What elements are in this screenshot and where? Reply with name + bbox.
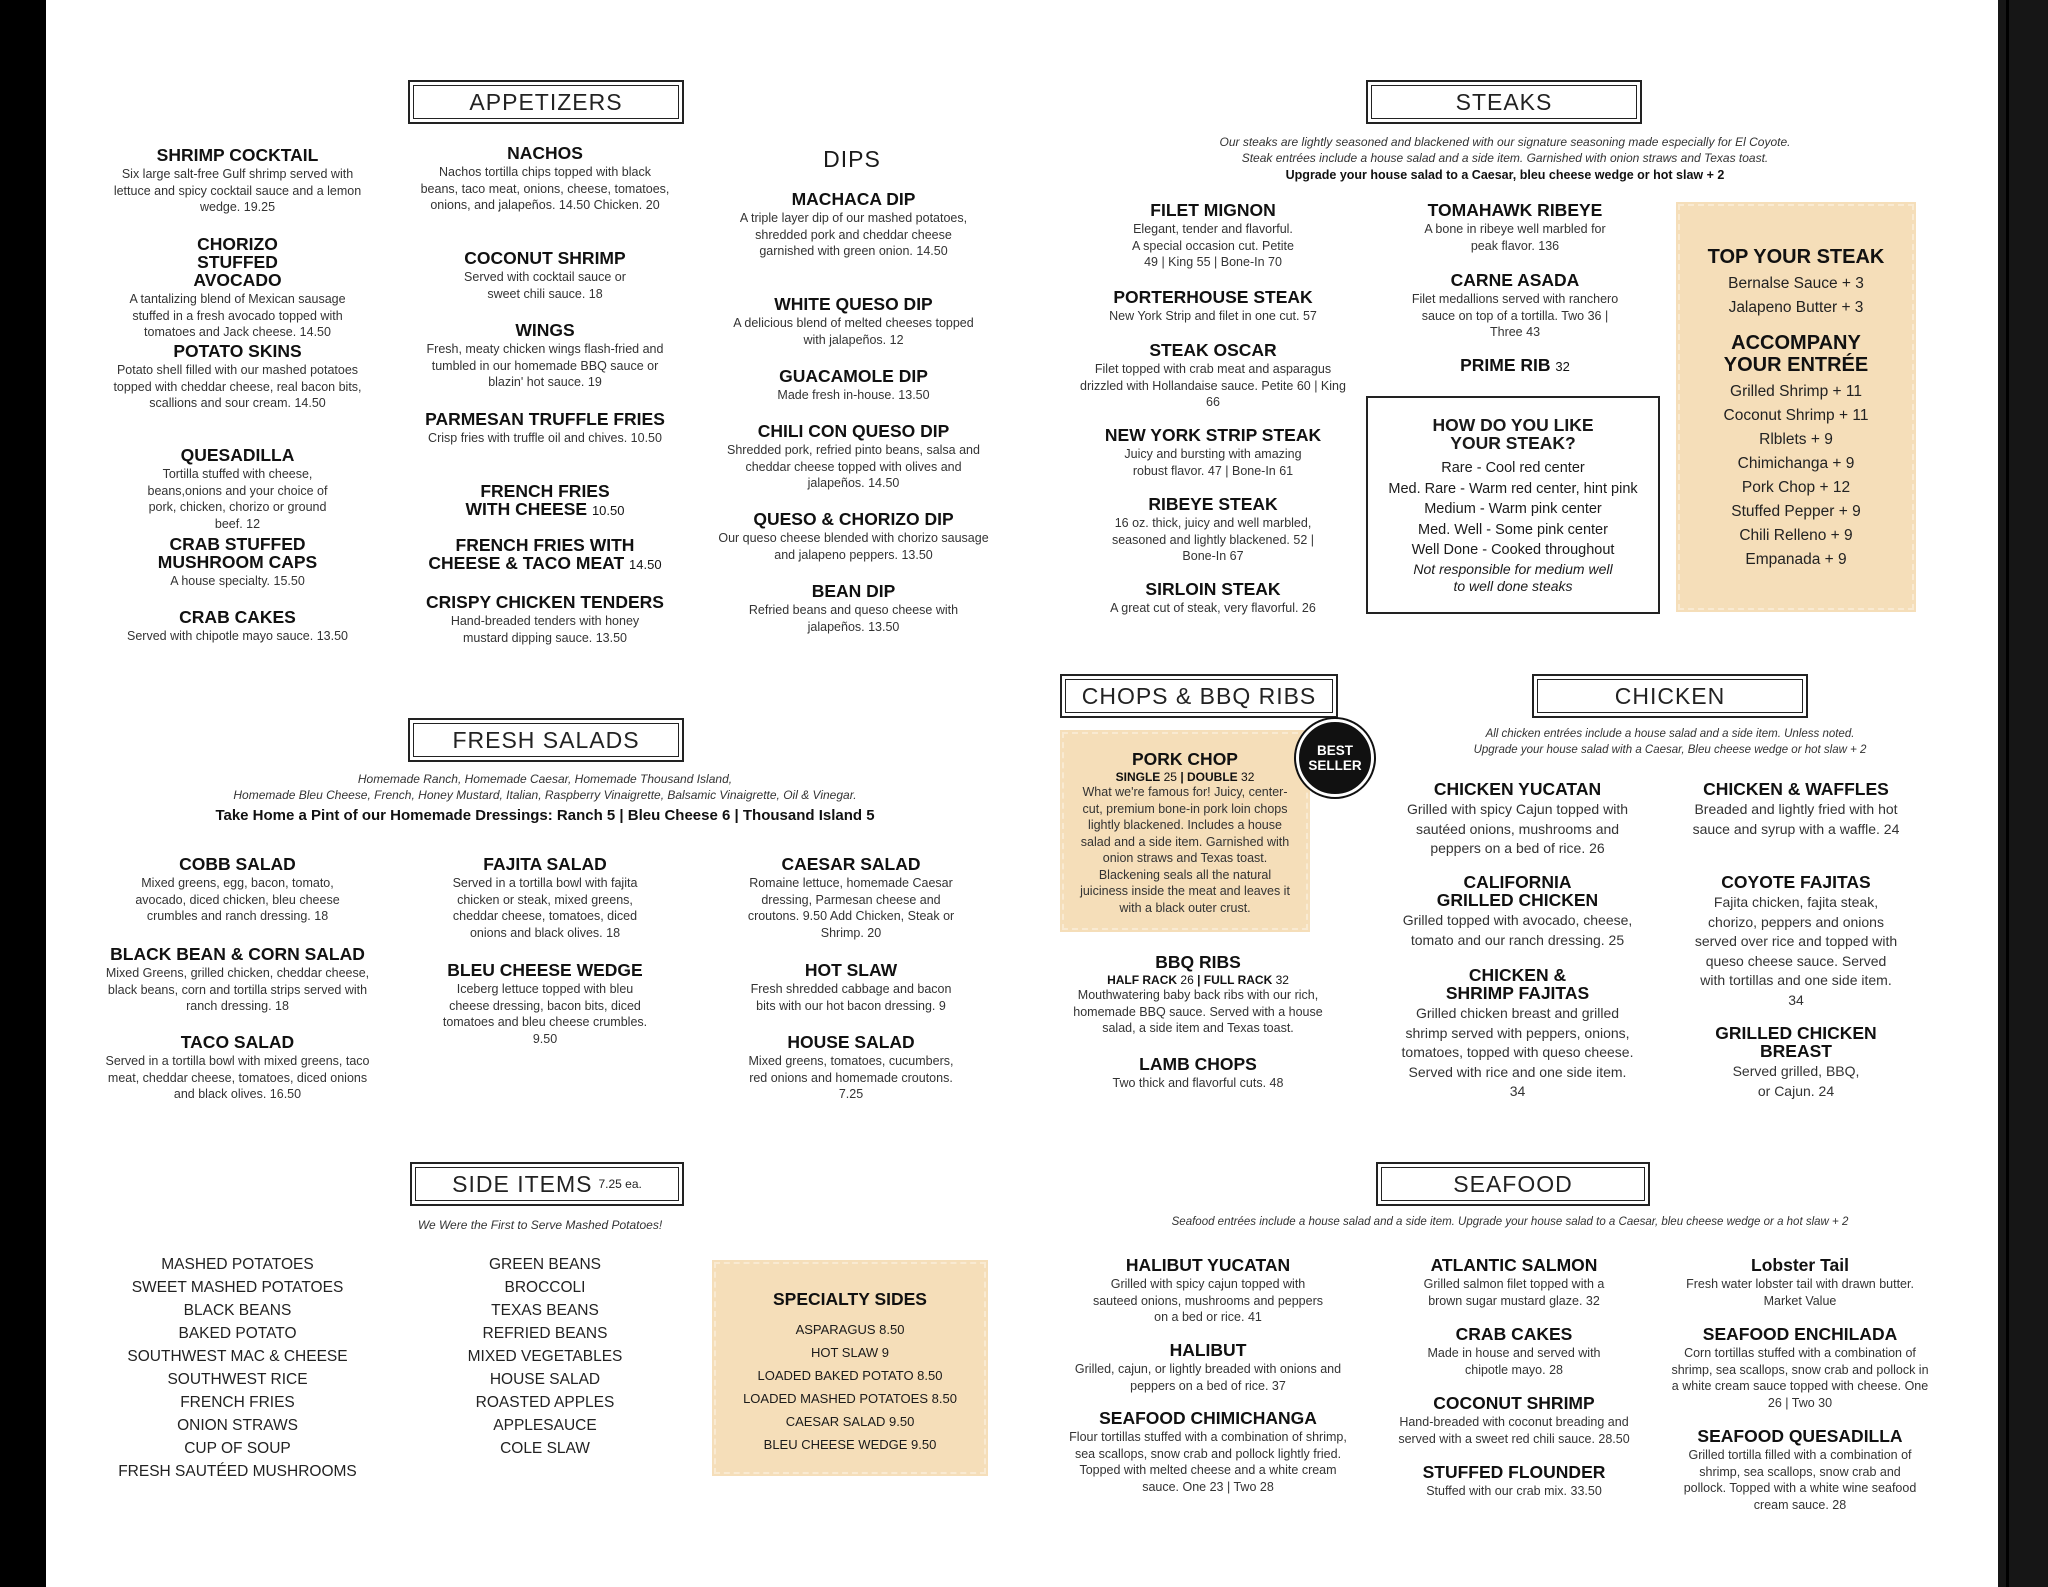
specialty-sides-title: SPECIALTY SIDES [773, 1289, 927, 1309]
chicken-header [1532, 674, 1808, 718]
item-name: COCONUT SHRIMP [464, 248, 626, 268]
item-desc: Breaded and lightly fried with hot sauce and syrup with a waffle. 24 [1692, 801, 1900, 837]
item-name: STUFFED FLOUNDER [1422, 1462, 1606, 1482]
menu-item [726, 961, 976, 1014]
item-desc: Flour tortillas stuffed with a combination of shrimp, sea scallops, snow crab and pollock lightly fried. Topped with melted cheese and a white cream sauce. One 23 | Two 28 [1069, 1430, 1347, 1494]
menu-item [1064, 750, 1306, 916]
item-desc: Filet medallions served with ranchero sauce on top of a tortilla. Two 36 | Three 43 [1411, 292, 1619, 339]
item-name: CRISPY CHICKEN TENDERS [426, 592, 664, 612]
item-name-text: FRENCH FRIES WITH CHEESE & TACO MEAT [428, 535, 635, 573]
item-name-text: FRENCH FRIES WITH CHEESE [465, 481, 610, 519]
size-label: FULL RACK [1203, 973, 1273, 987]
menu-item [420, 482, 670, 520]
item-desc: Romaine lettuce, homemade Caesar dressing, Parmesan cheese and croutons. 9.50 Add Chicken, Steak or Shrimp. 20 [747, 876, 955, 940]
item-name: CHICKEN YUCATAN [1433, 779, 1602, 799]
menu-item [100, 608, 375, 645]
item-price: 14.50 [629, 557, 662, 572]
note-line: Upgrade your house salad with a Caesar, Bleu cheese wedge or hot slaw + 2 [1473, 744, 1867, 756]
accompany-title: ACCOMPANY YOUR ENTRÉE [1723, 332, 1869, 376]
steaks-header [1366, 80, 1642, 124]
menu-item [1668, 1427, 1932, 1513]
top-your-steak-box [1678, 204, 1914, 610]
item-desc: What we're famous for! Juicy, center-cut, premium bone-in pork loin chops lightly blackened. Includes a house salad and a side item. Garnished with onion straws and Texas toast. Blackening seals all the natural juiciness inside the meat and leaves it with a black outer crust. [1080, 785, 1290, 915]
item-desc: Served with cocktail sauce or sweet chili sauce. 18 [464, 270, 626, 301]
item-desc: Grilled topped with avocado, cheese, tomato and our ranch dressing. 25 [1402, 912, 1633, 948]
item-name: RIBEYE STEAK [1148, 494, 1278, 514]
item-name: SEAFOOD CHIMICHANGA [1099, 1408, 1317, 1428]
item-desc: New York Strip and filet in one cut. 57 [1109, 309, 1317, 323]
accompany-item: Pork Chop + 12 [1741, 479, 1851, 496]
menu-item [1078, 341, 1348, 411]
menu-item [420, 961, 670, 1047]
item-name: CHICKEN & WAFFLES [1703, 779, 1889, 799]
menu-item [726, 422, 981, 492]
menu-item [1078, 201, 1348, 271]
item-desc: Tortilla stuffed with cheese, beans,onions and your choice of pork, chicken, chorizo or ground beef. 12 [147, 467, 328, 531]
item-desc: Mixed greens, tomatoes, cucumbers, red onions and homemade croutons. 7.25 [748, 1054, 954, 1101]
item-name: PORTERHOUSE STEAK [1113, 287, 1313, 307]
size-price: 32 [1275, 973, 1289, 987]
item-desc: A tantalizing blend of Mexican sausage stuffed in a fresh avocado topped with tomatoes and Jack cheese. 14.50 [129, 292, 346, 339]
item-desc: Iceberg lettuce topped with bleu cheese dressing, bacon bits, diced tomatoes and bleu cheese crumbles. 9.50 [442, 982, 648, 1046]
badge-line: BEST [1316, 743, 1353, 758]
dressings-note: Take Home a Pint of our Homemade Dressings: Ranch 5 | Bleu Cheese 6 | Thousand Island 5 [215, 807, 875, 824]
menu-item [1058, 953, 1338, 1037]
menu-item [100, 945, 375, 1015]
seafood-note: Seafood entrées include a house salad and a side item. Upgrade your house salad to a Caesar, bleu cheese wedge or a hot slaw + 2 [1171, 1216, 1849, 1228]
menu-item [420, 855, 670, 941]
item-name-text: PRIME RIB [1460, 355, 1551, 375]
item-sizes: SINGLE 25 | DOUBLE 32 [1115, 770, 1255, 784]
menu-item [1078, 495, 1348, 565]
accompany-item: Chili Relleno + 9 [1739, 527, 1853, 544]
menu-item [726, 190, 981, 260]
menu-item [726, 1033, 976, 1103]
item-desc: Mouthwatering baby back ribs with our rich, homemade BBQ sauce. Served with a house salad, a side item and Texas toast. [1073, 988, 1323, 1035]
item-desc: Mixed greens, egg, bacon, tomato, avocado, diced chicken, bleu cheese crumbles and ranch dressing. 18 [135, 876, 340, 923]
accompany-item: Coconut Shrimp + 11 [1723, 407, 1869, 424]
item-desc: Nachos tortilla chips topped with black beans, taco meat, onions, cheese, tomatoes, onions, and jalapeños. 14.50 Chicken. 20 [420, 165, 670, 212]
menu-item [420, 536, 670, 574]
item-name: SIRLOIN STEAK [1145, 579, 1281, 599]
item-name: FILET MIGNON [1150, 200, 1276, 220]
item-name: COBB SALAD [179, 854, 296, 874]
menu-item [110, 535, 365, 590]
salads-note [100, 771, 990, 803]
size-price: 32 [1241, 770, 1255, 784]
item-name: WINGS [515, 320, 575, 340]
menu-item [1380, 966, 1655, 1102]
item-desc: Shredded pork, refried pinto beans, salsa and cheddar cheese topped with olives and jalapeños. 14.50 [727, 443, 980, 490]
item-name: Lobster Tail [1751, 1255, 1849, 1275]
item-name: HALIBUT [1169, 1340, 1247, 1360]
side-item: CUP OF SOUP [184, 1440, 291, 1457]
sides-list [100, 1253, 375, 1483]
salads-title: FRESH SALADS [452, 726, 640, 753]
top-steak-list [1680, 272, 1912, 320]
menu-item [110, 342, 365, 412]
steak-doneness-box [1366, 396, 1660, 614]
item-name: CRAB CAKES [179, 607, 296, 627]
side-item: MIXED VEGETABLES [467, 1348, 623, 1365]
badge-line: SELLER [1308, 758, 1362, 773]
chops-header [1060, 674, 1338, 718]
item-desc: Refried beans and queso cheese with jalapeños. 13.50 [748, 603, 959, 634]
item-name: STEAK OSCAR [1149, 340, 1277, 360]
menu-item [1068, 1409, 1348, 1495]
specialty-side-item: CAESAR SALAD 9.50 [785, 1414, 915, 1429]
side-item: BROCCOLI [504, 1279, 586, 1296]
salads-header [408, 718, 684, 762]
menu-item [420, 249, 670, 302]
side-item: MASHED POTATOES [161, 1256, 314, 1273]
doneness-line: Med. Well - Some pink center [1418, 521, 1608, 538]
side-item: SOUTHWEST MAC & CHEESE [127, 1348, 348, 1365]
chicken-title: CHICKEN [1614, 682, 1726, 709]
item-desc: Corn tortillas stuffed with a combination of shrimp, sea scallops, snow crab and pollock in a white cream sauce topped with cheese. One 26 | Two 30 [1671, 1346, 1929, 1410]
item-name: COYOTE FAJITAS [1721, 872, 1871, 892]
frame-border [1998, 0, 2048, 1587]
size-price: 26 [1180, 973, 1194, 987]
side-item: TEXAS BEANS [491, 1302, 599, 1319]
item-desc: Juicy and bursting with amazing robust flavor. 47 | Bone-In 61 [1124, 447, 1302, 478]
item-desc: Fresh shredded cabbage and bacon bits with our hot bacon dressing. 9 [750, 982, 952, 1013]
steaks-upgrade-note: Upgrade your house salad to a Caesar, bleu cheese wedge or hot slaw + 2 [1285, 168, 1725, 182]
size-label: HALF RACK [1107, 973, 1178, 987]
side-item: FRESH SAUTÉED MUSHROOMS [118, 1463, 357, 1480]
menu-item [1382, 1325, 1646, 1378]
size-price: 25 [1163, 770, 1177, 784]
item-name: PARMESAN TRUFFLE FRIES [425, 409, 665, 429]
menu-item [1668, 1325, 1932, 1411]
item-desc: Mixed Greens, grilled chicken, cheddar cheese, black beans, corn and tortilla strips served with ranch dressing. 18 [105, 966, 370, 1013]
item-desc: Made fresh in-house. 13.50 [777, 388, 930, 402]
item-name: BBQ RIBS [1155, 952, 1241, 972]
seafood-header [1376, 1162, 1650, 1206]
item-desc: Hand-breaded tenders with honey mustard dipping sauce. 13.50 [450, 614, 640, 645]
seafood-title: SEAFOOD [1453, 1170, 1573, 1197]
menu-item [1078, 288, 1348, 325]
menu-item [726, 582, 981, 635]
item-name: FAJITA SALAD [483, 854, 607, 874]
item-name [1380, 356, 1650, 376]
sides-note: We Were the First to Serve Mashed Potatoes! [417, 1218, 663, 1232]
note-line: Steak entrées include a house salad and a side item. Garnished with onion straws and Texas toast. [1241, 151, 1769, 165]
sides-list [420, 1253, 670, 1460]
item-name: NEW YORK STRIP STEAK [1104, 425, 1322, 445]
note-line: Our steaks are lightly seasoned and blackened with our signature seasoning made especially for El Coyote. [1219, 135, 1791, 149]
top-steak-title: TOP YOUR STEAK [1707, 246, 1885, 268]
item-desc: Grilled tortilla filled with a combination of shrimp, sea scallops, snow crab and pollock. Topped with a white wine seafood cream sauce. 28 [1683, 1448, 1917, 1512]
side-item: SOUTHWEST RICE [167, 1371, 308, 1388]
specialty-sides-list [716, 1318, 984, 1456]
menu-item [1380, 271, 1650, 341]
side-item: FRENCH FRIES [180, 1394, 295, 1411]
item-desc: Fresh water lobster tail with drawn butter. Market Value [1686, 1277, 1914, 1308]
menu-item [1380, 780, 1655, 859]
side-items-title: SIDE ITEMS [452, 1170, 593, 1197]
item-name: CRAB STUFFED MUSHROOM CAPS [157, 534, 318, 572]
doneness-line: Well Done - Cooked throughout [1411, 542, 1615, 558]
item-desc: 16 oz. thick, juicy and well marbled, seasoned and lightly blackened. 52 | Bone-In 67 [1111, 516, 1314, 563]
item-name: BLACK BEAN & CORN SALAD [110, 944, 365, 964]
item-desc: Grilled with spicy cajun topped with sauteed onions, mushrooms and peppers on a bed or rice. 41 [1092, 1277, 1323, 1324]
item-desc: Filet topped with crab meat and asparagus drizzled with Hollandaise sauce. Petite 60 | King 66 [1080, 362, 1346, 409]
appetizers-header [408, 80, 684, 124]
chops-title: CHOPS & BBQ RIBS [1081, 682, 1317, 709]
item-desc: A great cut of steak, very flavorful. 26 [1110, 601, 1316, 615]
item-desc: Served grilled, BBQ, or Cajun. 24 [1732, 1063, 1860, 1099]
accompany-list [1680, 380, 1912, 572]
item-name: CALIFORNIA GRILLED CHICKEN [1436, 872, 1599, 910]
dips-title: DIPS [823, 146, 881, 172]
top-steak-item: Jalapeno Butter + 3 [1728, 299, 1864, 316]
menu-item [1078, 426, 1348, 479]
menu-item [1058, 1055, 1338, 1092]
item-name: CAESAR SALAD [781, 854, 921, 874]
item-desc: Served in a tortilla bowl with mixed greens, taco meat, cheddar cheese, tomatoes, diced onions and black olives. 16.50 [105, 1054, 370, 1101]
menu-item [110, 446, 365, 532]
item-name: QUESADILLA [180, 445, 295, 465]
menu-item [110, 235, 365, 341]
appetizers-title: APPETIZERS [469, 88, 623, 115]
specialty-side-item: LOADED BAKED POTATO 8.50 [757, 1368, 943, 1383]
menu-item [420, 410, 670, 447]
item-name: BLEU CHEESE WEDGE [447, 960, 643, 980]
menu-item [1676, 1024, 1916, 1101]
menu-item [1676, 873, 1916, 1010]
item-name: SEAFOOD QUESADILLA [1697, 1426, 1903, 1446]
side-items-header [410, 1162, 684, 1206]
menu-item [716, 510, 991, 563]
item-name: BEAN DIP [811, 581, 896, 601]
menu-item [1676, 780, 1916, 839]
item-sizes: HALF RACK 26 | FULL RACK 32 [1107, 973, 1289, 987]
item-desc: Potato shell filled with our mashed potatoes topped with cheddar cheese, real bacon bits, scallions and sour cream. 14.50 [113, 363, 362, 410]
accompany-item: Grilled Shrimp + 11 [1730, 383, 1862, 400]
item-name: POTATO SKINS [173, 341, 302, 361]
item-desc: Fresh, meaty chicken wings flash-fried and tumbled in our homemade BBQ sauce or blazin' hot sauce. 19 [426, 342, 664, 389]
chicken-note [1360, 726, 1980, 758]
menu-item [1068, 1341, 1348, 1394]
item-desc: A triple layer dip of our mashed potatoes, shredded pork and cheddar cheese garnished with green onion. 14.50 [739, 211, 968, 258]
menu-item [1068, 1256, 1348, 1326]
menu-item [420, 321, 670, 391]
item-desc: A bone in ribeye well marbled for peak flavor. 136 [1424, 222, 1606, 253]
item-name: ATLANTIC SALMON [1430, 1255, 1598, 1275]
size-label: SINGLE [1115, 770, 1161, 784]
item-name: HOUSE SALAD [787, 1032, 915, 1052]
item-desc: Six large salt-free Gulf shrimp served with lettuce and spicy cocktail sauce and a lemon wedge. 19.25 [113, 167, 362, 214]
accompany-item: Chimichanga + 9 [1737, 455, 1855, 472]
item-name: WHITE QUESO DIP [774, 294, 933, 314]
menu-item [1382, 1463, 1646, 1500]
note-line: All chicken entrées include a house salad and a side item. Unless noted. [1485, 728, 1855, 740]
side-item: ROASTED APPLES [475, 1394, 615, 1411]
menu-item [100, 1033, 375, 1103]
side-item: HOUSE SALAD [489, 1371, 601, 1388]
menu-item [1668, 1256, 1932, 1309]
item-desc: Stuffed with our crab mix. 33.50 [1426, 1484, 1602, 1498]
item-desc: Made in house and served with chipotle mayo. 28 [1427, 1346, 1601, 1377]
menu-item [110, 146, 365, 216]
menu-item [1380, 873, 1655, 950]
item-desc: Grilled chicken breast and grilled shrimp served with peppers, onions, tomatoes, topped with queso cheese. Served with rice and one side item. 34 [1401, 1005, 1634, 1099]
side-item: REFRIED BEANS [482, 1325, 608, 1342]
side-item: ONION STRAWS [177, 1417, 298, 1434]
item-desc: Served with chipotle mayo sauce. 13.50 [127, 629, 348, 643]
pork-chop-box [1062, 732, 1308, 930]
item-desc: Grilled with spicy Cajun topped with sautéed onions, mushrooms and peppers on a bed of rice. 26 [1407, 801, 1628, 856]
item-name: CHILI CON QUESO DIP [757, 421, 950, 441]
side-item: COLE SLAW [500, 1440, 590, 1457]
steaks-note [1100, 134, 1910, 166]
top-steak-item: Bernalse Sauce + 3 [1728, 275, 1864, 292]
item-desc: Two thick and flavorful cuts. 48 [1112, 1076, 1284, 1090]
item-name: MACHACA DIP [791, 189, 916, 209]
item-name: GUACAMOLE DIP [779, 366, 928, 386]
menu-item [726, 295, 981, 348]
specialty-side-item: ASPARAGUS 8.50 [795, 1322, 905, 1337]
item-name: TACO SALAD [180, 1032, 295, 1052]
menu-item [726, 367, 981, 404]
item-desc: Grilled salmon filet topped with a brown sugar mustard glaze. 32 [1423, 1277, 1605, 1308]
item-name: LAMB CHOPS [1139, 1054, 1257, 1074]
item-name: SHRIMP COCKTAIL [156, 145, 319, 165]
item-name: GRILLED CHICKEN BREAST [1715, 1023, 1877, 1061]
item-name: CHORIZO STUFFED AVOCADO [193, 234, 282, 290]
item-name [420, 536, 670, 574]
menu-item [100, 855, 375, 925]
menu-item [726, 855, 976, 941]
item-name: HOT SLAW [804, 960, 898, 980]
doneness-line: Rare - Cool red center [1441, 460, 1585, 476]
doneness-disclaimer: Not responsible for medium well to well done steaks [1413, 560, 1613, 594]
doneness-list [1368, 458, 1658, 561]
item-desc: Grilled, cajun, or lightly breaded with onions and peppers on a bed of rice. 37 [1074, 1362, 1342, 1393]
item-name: PORK CHOP [1132, 749, 1238, 769]
specialty-side-item: LOADED MASHED POTATOES 8.50 [743, 1391, 957, 1406]
menu-item [1380, 356, 1650, 376]
side-item: BLACK BEANS [183, 1302, 292, 1319]
menu-item [1382, 1394, 1646, 1447]
item-desc: A house specialty. 15.50 [170, 574, 305, 588]
item-desc: Crisp fries with truffle oil and chives. 10.50 [428, 431, 662, 445]
note-line: Homemade Bleu Cheese, French, Honey Mustard, Italian, Raspberry Vinaigrette, Balsamic Vinaigrette, Oil & Vinegar. [233, 788, 857, 802]
menu-item [1382, 1256, 1646, 1309]
item-desc: Fajita chicken, fajita steak, chorizo, peppers and onions served over rice and topped with queso cheese sauce. Served with tortillas and one side item. 34 [1694, 894, 1898, 1008]
item-price: 32 [1555, 359, 1570, 374]
side-item: BAKED POTATO [178, 1325, 297, 1342]
accompany-item: Rlblets + 9 [1759, 431, 1833, 448]
frame-line [42, 0, 46, 1587]
side-items-price: 7.25 ea. [598, 1177, 642, 1191]
item-name: CARNE ASADA [1450, 270, 1580, 290]
specialty-side-item: BLEU CHEESE WEDGE 9.50 [763, 1437, 937, 1452]
item-desc: Hand-breaded with coconut breading and served with a sweet red chili sauce. 28.50 [1398, 1415, 1630, 1446]
menu-item [1078, 580, 1348, 617]
side-item: SWEET MASHED POTATOES [131, 1279, 344, 1296]
item-desc: A delicious blend of melted cheeses topped with jalapeños. 12 [733, 316, 974, 347]
item-name: HALIBUT YUCATAN [1125, 1255, 1291, 1275]
doneness-line: Med. Rare - Warm red center, hint pink [1388, 480, 1638, 497]
doneness-line: Medium - Warm pink center [1424, 501, 1602, 517]
item-name [420, 482, 670, 520]
item-desc: Our queso cheese blended with chorizo sausage and jalapeno peppers. 13.50 [718, 531, 989, 562]
note-line: Homemade Ranch, Homemade Caesar, Homemade Thousand Island, [357, 772, 733, 786]
item-desc: Served in a tortilla bowl with fajita chicken or steak, mixed greens, cheddar cheese, tomatoes, diced onions and black olives. 18 [452, 876, 638, 940]
item-name: NACHOS [507, 143, 583, 163]
item-price: 10.50 [591, 503, 625, 518]
item-desc: Elegant, tender and flavorful. A special occasion cut. Petite 49 | King 55 | Bone-In 70 [1132, 222, 1294, 269]
item-name: CRAB CAKES [1455, 1324, 1573, 1344]
item-name: TOMAHAWK RIBEYE [1427, 200, 1603, 220]
item-name: CHICKEN & SHRIMP FAJITAS [1445, 965, 1590, 1003]
menu-item [420, 593, 670, 646]
item-name: COCONUT SHRIMP [1433, 1393, 1595, 1413]
menu-item [420, 144, 670, 214]
side-item: GREEN BEANS [489, 1256, 601, 1273]
accompany-item: Stuffed Pepper + 9 [1731, 503, 1861, 520]
item-name: QUESO & CHORIZO DIP [753, 509, 954, 529]
steaks-title: STEAKS [1455, 88, 1553, 115]
item-name: SEAFOOD ENCHILADA [1702, 1324, 1898, 1344]
doneness-title: HOW DO YOU LIKE YOUR STEAK? [1432, 415, 1594, 453]
specialty-side-item: HOT SLAW 9 [810, 1345, 890, 1360]
size-label: DOUBLE [1187, 770, 1238, 784]
side-item: APPLESAUCE [493, 1417, 597, 1434]
accompany-item: Empanada + 9 [1745, 551, 1847, 568]
specialty-sides-box [714, 1262, 986, 1474]
menu-item [1380, 201, 1650, 254]
